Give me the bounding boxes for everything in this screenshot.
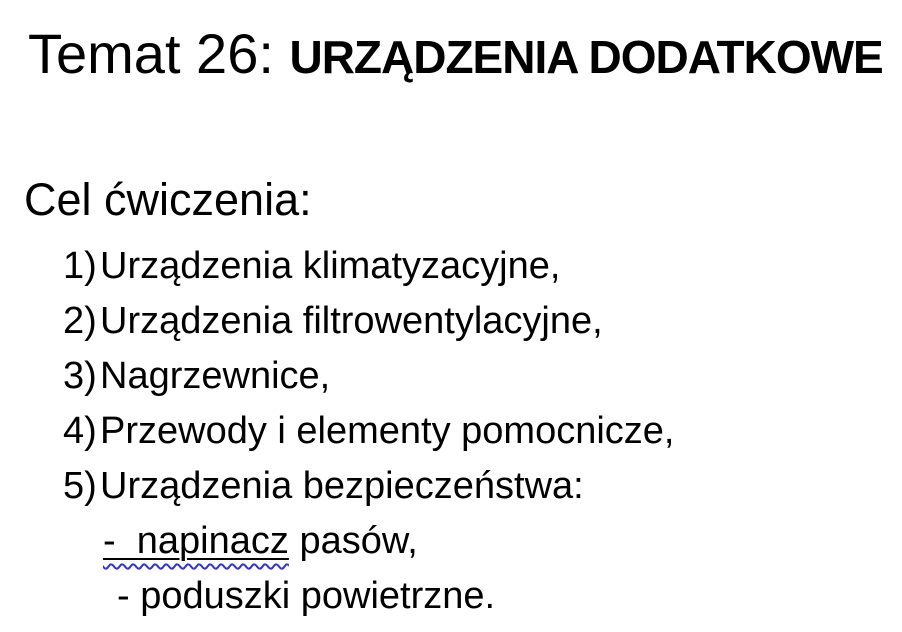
sub-list-item-text: - poduszki powietrzne. xyxy=(117,575,496,617)
sub-list-item-text: pasów, xyxy=(288,520,418,562)
list-item xyxy=(0,459,902,514)
goal-list xyxy=(0,239,902,624)
list-item-text: Urządzenia bezpieczeństwa: xyxy=(100,465,584,507)
list-item-number: 3) xyxy=(63,355,97,397)
sub-list-item xyxy=(0,569,902,624)
list-item-number: 4) xyxy=(63,410,97,452)
list-item xyxy=(0,349,902,404)
list-item-text: Urządzenia filtrowentylacyjne, xyxy=(100,300,603,342)
spellcheck-underlined-text xyxy=(103,520,289,562)
list-item xyxy=(0,404,902,459)
list-item-number: 5) xyxy=(63,465,97,507)
list-item-text: Nagrzewnice, xyxy=(100,355,331,397)
spellcheck-wave-text: - napinacz xyxy=(103,520,289,562)
list-item-text: Przewody i elementy pomocnicze, xyxy=(100,410,675,452)
sub-list-item xyxy=(0,514,902,569)
slide-title-prefix: Temat 26: xyxy=(28,22,290,85)
slide-title xyxy=(28,22,902,101)
list-item-number: 2) xyxy=(63,300,97,342)
list-item-text: Urządzenia klimatyzacyjne, xyxy=(100,245,561,287)
list-item xyxy=(0,239,902,294)
list-item-number: 1) xyxy=(63,245,97,287)
slide-title-main: URZĄDZENIA DODATKOWE xyxy=(289,31,883,83)
section-heading: Cel ćwiczenia: xyxy=(24,174,312,225)
list-item xyxy=(0,294,902,349)
